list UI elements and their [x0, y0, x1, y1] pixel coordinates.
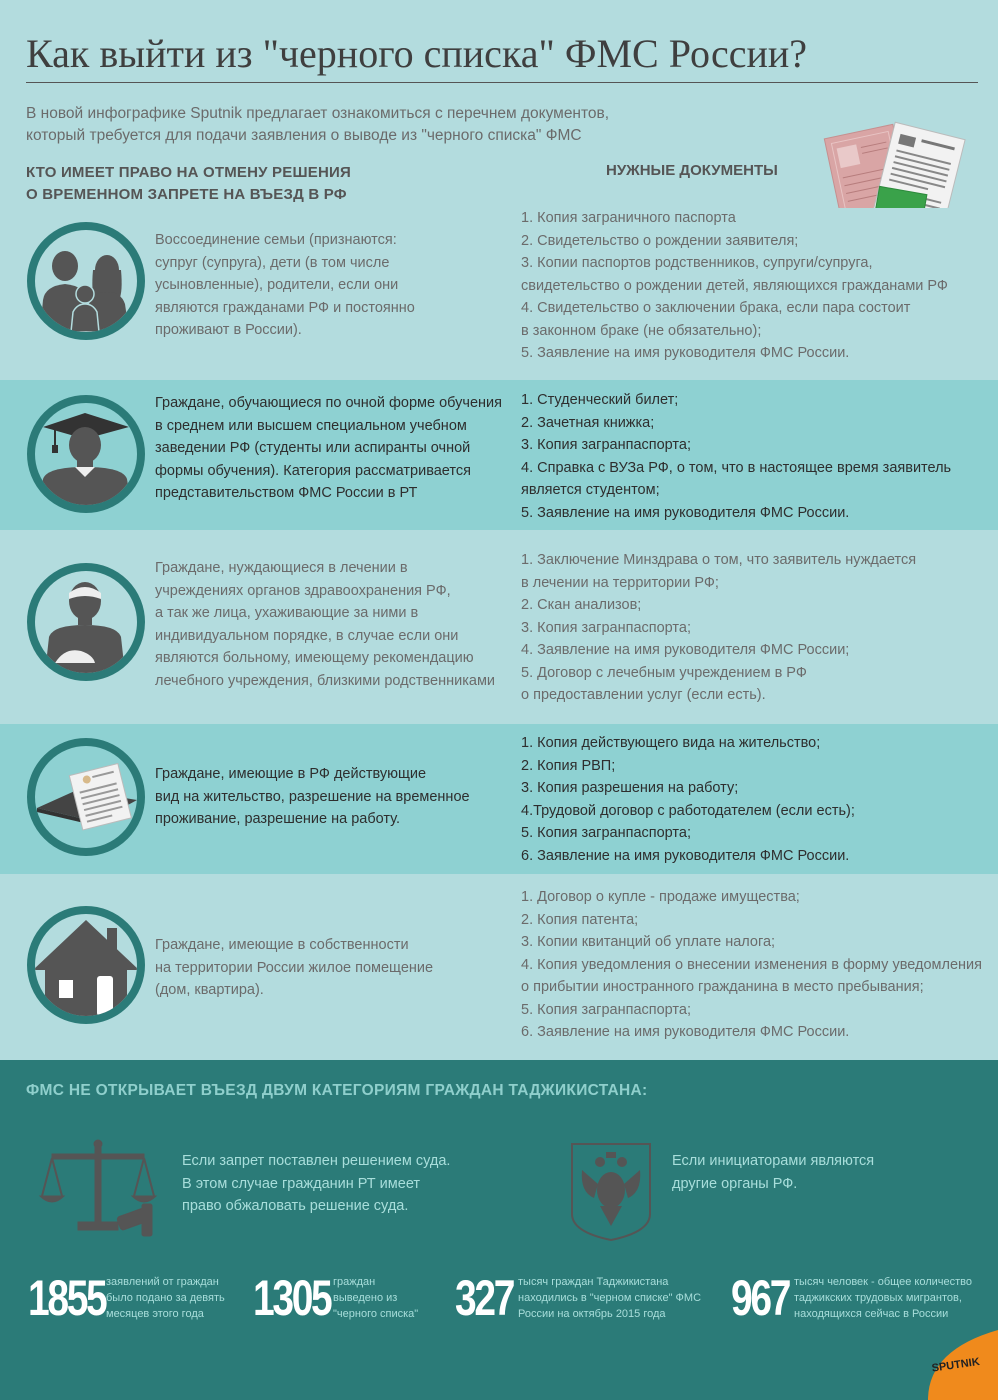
condition-line: право обжаловать решение суда. [182, 1198, 409, 1214]
doc-item: 6. Заявление на имя руководителя ФМС России. [521, 847, 850, 864]
bottom-heading: ФМС НЕ ОТКРЫВАЕТ ВЪЕЗД ДВУМ КАТЕГОРИЯМ ГРАЖДАН ТАДЖИКИСТАНА: [26, 1082, 648, 1099]
doc-item: 1. Копия действующего вида на жительство; [521, 735, 821, 751]
condition-line: Если запрет поставлен решением суда. [182, 1153, 451, 1169]
doc-item: о предоставлении услуг (если есть). [521, 687, 766, 703]
who-header-line: О ВРЕМЕННОМ ЗАПРЕТЕ НА ВЪЕЗД В РФ [26, 186, 347, 203]
who-line: (дом, квартира). [155, 982, 264, 998]
stat-number: 327 [455, 1270, 514, 1326]
page-title: Как выйти из "черного списка" ФМС России? [26, 31, 808, 76]
stat-line: граждан [333, 1276, 376, 1288]
coat-of-arms-icon [568, 1140, 654, 1244]
title-divider [26, 82, 978, 83]
stat-number: 1305 [253, 1270, 331, 1326]
doc-item: 1. Договор о купле - продаже имущества; [521, 889, 800, 905]
category-who-text [155, 392, 502, 505]
stat-line: "черного списка" [333, 1308, 419, 1320]
stat-line: было подано за девять [106, 1292, 225, 1304]
who-line: формы обучения). Категория рассматривается [155, 462, 471, 479]
stat-line: выведено из [333, 1292, 398, 1304]
who-line: на территории России жилое помещение [155, 959, 434, 976]
condition-line: Если инициаторами являются [672, 1153, 875, 1169]
who-line: проживают в России). [155, 322, 302, 338]
doc-item: в лечении на территории РФ; [521, 574, 719, 591]
stat-caption [106, 1274, 225, 1322]
intro-line: который требуется для подачи заявления о выводе из "черного списка" ФМС [26, 127, 582, 144]
stat-line: тысяч граждан Таджикистана [518, 1276, 669, 1288]
who-line: проживание, разрешение на работу. [155, 811, 400, 827]
intro-line: В новой инфографике Sputnik предлагает ознакомиться с перечнем документов, [26, 105, 610, 122]
doc-item: о прибытии иностранного гражданина в место пребывания; [521, 979, 924, 995]
who-line: Граждане, имеющие в собственности [155, 937, 409, 953]
document-icon [27, 738, 145, 856]
category-who-text [155, 229, 415, 342]
who-line: лечебного учреждения, близкими родственниками [155, 672, 496, 689]
condition-line: другие органы РФ. [672, 1175, 798, 1192]
category-docs-list [521, 207, 948, 365]
doc-item: 5. Копия загранпаспорта; [521, 825, 691, 841]
who-line: в среднем или высшем специальном учебном [155, 417, 467, 434]
doc-item: 5. Копия загранпаспорта; [521, 1001, 691, 1018]
graduate-icon [27, 395, 145, 513]
doc-item: 5. Договор с лечебным учреждением в РФ [521, 664, 807, 681]
category-docs-list [521, 886, 982, 1044]
who-line: Граждане, обучающиеся по очной форме обучения [155, 395, 502, 411]
logo-text: SPUTNIK [931, 1355, 981, 1375]
doc-item: в законном браке (не обязательно); [521, 322, 762, 339]
who-line: являются больному, имеющему рекомендацию [155, 650, 474, 666]
category-docs-list [521, 732, 855, 867]
scales-icon [38, 1138, 160, 1242]
stat-line: находящихся сейчас в России [794, 1308, 949, 1320]
stat-number: 967 [731, 1270, 790, 1326]
stat-caption [794, 1274, 972, 1322]
stat-line: месяцев этого года [106, 1308, 204, 1320]
doc-item: свидетельство о рождении детей, являющихся гражданами РФ [521, 277, 948, 294]
category-docs-list [521, 389, 951, 524]
category-who-text [155, 934, 433, 1002]
doc-item: 5. Заявление на имя руководителя ФМС России. [521, 504, 850, 521]
category-docs-list [521, 549, 916, 707]
stat-line: находились в "черном списке" ФМС [518, 1292, 702, 1304]
doc-item: 3. Копия загранпаспорта; [521, 619, 691, 636]
doc-item: 4. Копия уведомления о внесении изменения в форму уведомления [521, 956, 982, 973]
who-column-header [26, 162, 351, 206]
intro-text [26, 103, 726, 147]
doc-item: 4. Справка с ВУЗа РФ, о том, что в настоящее время заявитель [521, 459, 952, 476]
who-line: усыновленные), родители, если они [155, 277, 399, 293]
condition-court [182, 1150, 450, 1218]
doc-item: 2. Копия РВП; [521, 757, 616, 774]
doc-item: 3. Копии квитанций об уплате налога; [521, 934, 776, 950]
family-icon [27, 222, 145, 340]
stat-line: России на октябрь 2015 года [518, 1308, 666, 1320]
condition-line: В этом случае гражданин РТ имеет [182, 1175, 421, 1192]
doc-item: 4.Трудовой договор с работодателем (если есть); [521, 802, 855, 819]
stat-caption [518, 1274, 701, 1322]
doc-item: 3. Копия разрешения на работу; [521, 780, 739, 796]
condition-other-bodies [672, 1150, 874, 1195]
who-line: а так же лица, ухаживающие за ними в [155, 605, 419, 621]
who-header-line: КТО ИМЕЕТ ПРАВО НА ОТМЕНУ РЕШЕНИЯ [26, 164, 351, 181]
stat-line: заявлений от граждан [106, 1276, 219, 1288]
who-line: Граждане, имеющие в РФ действующие [155, 766, 427, 782]
doc-item: 1. Студенческий билет; [521, 392, 679, 408]
stat-caption [333, 1274, 418, 1322]
doc-item: является студентом; [521, 482, 660, 498]
stat-line: тысяч человек - общее количество [794, 1276, 972, 1288]
doc-item: 6. Заявление на имя руководителя ФМС России. [521, 1024, 850, 1040]
patient-icon [27, 563, 145, 681]
stat-number: 1855 [28, 1270, 106, 1326]
who-line: Воссоединение семьи (признаются: [155, 232, 397, 248]
stat-line: таджикских трудовых мигрантов, [794, 1292, 962, 1304]
who-line: вид на жительство, разрешение на временное [155, 788, 470, 805]
doc-item: 1. Заключение Минздрава о том, что заявитель нуждается [521, 552, 917, 568]
category-who-text [155, 763, 470, 831]
sputnik-logo [918, 1330, 998, 1400]
doc-item: 2. Копия патента; [521, 911, 639, 928]
doc-item: 2. Скан анализов; [521, 597, 642, 613]
who-line: учреждениях органов здравоохранения РФ, [155, 582, 451, 599]
doc-item: 4. Свидетельство о заключении брака, если пара состоит [521, 300, 911, 316]
category-who-text [155, 557, 495, 692]
doc-item: 1. Копия заграничного паспорта [521, 210, 736, 226]
docs-column-header: НУЖНЫЕ ДОКУМЕНТЫ [606, 162, 778, 179]
doc-item: 5. Заявление на имя руководителя ФМС России. [521, 345, 850, 361]
house-icon [27, 906, 145, 1024]
who-line: заведении РФ (студенты или аспиранты очной [155, 440, 471, 456]
who-line: индивидуальном порядке, в случае если они [155, 627, 459, 644]
doc-item: 2. Свидетельство о рождении заявителя; [521, 232, 799, 249]
who-line: являются гражданами РФ и постоянно [155, 299, 415, 316]
doc-item: 3. Копии паспортов родственников, супруги/супруга, [521, 255, 873, 271]
doc-item: 3. Копия загранпаспорта; [521, 437, 691, 453]
doc-item: 4. Заявление на имя руководителя ФМС России; [521, 642, 850, 658]
who-line: представительством ФМС России в РТ [155, 485, 418, 501]
doc-item: 2. Зачетная книжка; [521, 414, 655, 431]
who-line: супруг (супруга), дети (в том числе [155, 254, 390, 271]
who-line: Граждане, нуждающиеся в лечении в [155, 560, 408, 576]
